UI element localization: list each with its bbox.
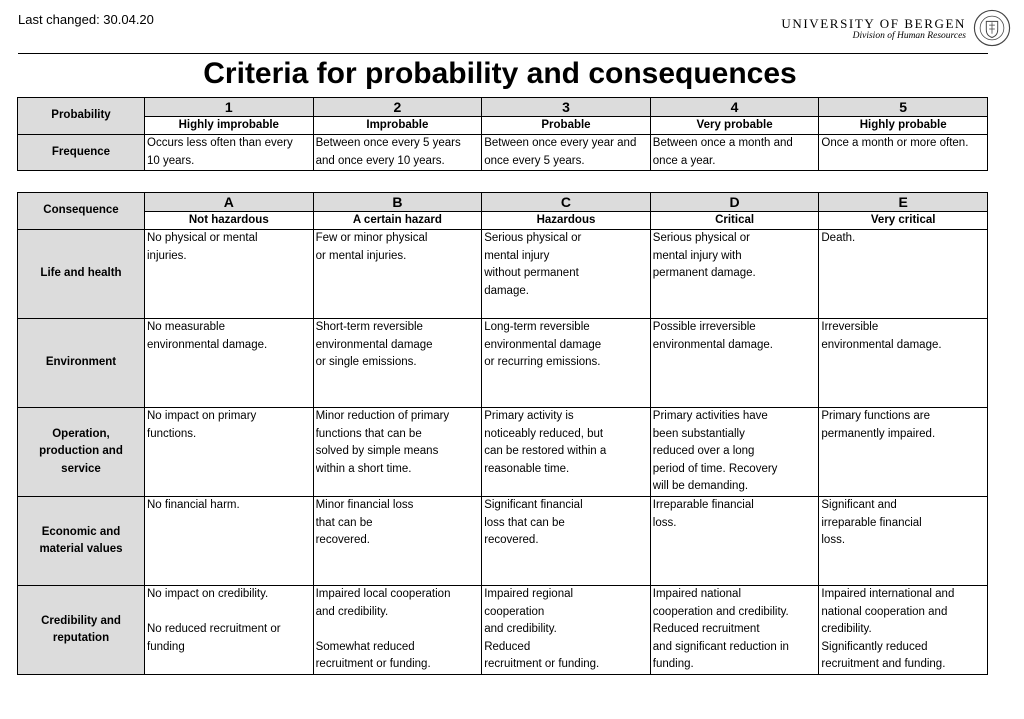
consequence-row-label [18,497,145,586]
probability-label: Probability [18,98,145,135]
cell-text-line: been substantially [652,427,745,440]
probability-num: 4 [650,98,819,117]
row-label-line: production and [39,445,123,458]
probability-level-name: Probable [482,117,651,135]
consequence-cell [482,497,651,586]
cell-text-line: Primary activity is [484,410,574,422]
probability-level-name: Highly probable [819,117,988,135]
cell-text-line: Minor financial loss [315,499,414,511]
cell-text-line: loss that can be [484,516,565,529]
cell-text-line: Reduced recruitment [652,623,760,635]
row-label-line: Economic and [41,525,121,538]
consequence-cell [650,230,819,319]
cell-text-line: or recurring emissions. [484,356,601,368]
consequence-cell [650,408,819,497]
cell-text-line: environmental damage. [652,338,773,351]
cell-text-line: damage. [484,284,529,297]
cell-text-line: noticeably reduced, but [484,427,604,440]
row-label-line: service [61,462,101,475]
cell-text-line: No impact on credibility. [147,588,269,600]
probability-table [17,97,988,171]
consequence-letter: A [145,193,314,212]
consequence-level-name: Not hazardous [145,212,314,230]
cell-text-line: Impaired regional [484,588,574,600]
cell-text-line: Long-term reversible [484,321,590,333]
header-divider [18,53,988,54]
cell-text-line: can be restored within a [484,445,607,457]
frequence-cell: Between once every year and once every 5 years. [482,135,651,171]
cell-text-line: Impaired local cooperation [315,588,451,600]
consequence-cell [819,497,988,586]
consequence-cell [313,586,482,675]
cell-text-line: recruitment or funding. [315,658,431,670]
probability-num: 3 [482,98,651,117]
cell-text-line: No impact on primary [147,410,257,422]
consequence-cell [482,319,651,408]
cell-text-line: Possible irreversible [652,321,756,333]
cell-text-line: Reduced [484,640,531,653]
university-name: UNIVERSITY OF BERGEN [781,16,966,31]
consequence-level-name: Hazardous [482,212,651,230]
frequence-cell: Once a month or more often. [819,135,988,171]
consequence-level-name: Very critical [819,212,988,230]
cell-text-line: permanently impaired. [821,427,936,440]
cell-text-line [316,621,480,639]
cell-text-line: period of time. Recovery [652,462,778,475]
consequence-letter: B [313,193,482,212]
cell-text-line: No reduced recruitment or [147,623,281,635]
cell-text-line: or single emissions. [315,356,417,368]
consequence-cell [482,230,651,319]
frequence-cell: Occurs less often than every 10 years. [145,135,314,171]
consequence-rows [18,230,988,675]
cell-text-line: Impaired national [652,588,742,600]
consequence-row [18,408,988,497]
probability-level-name: Improbable [313,117,482,135]
probability-level-name: Very probable [650,117,819,135]
cell-text-line: reduced over a long [652,445,755,457]
cell-text-line: mental injury [484,249,550,262]
cell-text-line: injuries. [147,249,187,262]
cell-text-line: will be demanding. [652,480,749,492]
consequence-row-label [18,319,145,408]
cell-text-line: cooperation and credibility. [652,605,789,618]
cell-text-line: permanent damage. [652,267,756,279]
university-header [781,16,966,41]
cell-text-line: Few or minor physical [315,232,428,244]
cell-text-line: No physical or mental [147,232,258,244]
row-label-line: reputation [52,632,110,644]
consequence-row [18,230,988,319]
probability-name-row [18,117,988,135]
cell-text-line: Primary activities have [652,410,768,422]
cell-text-line: loss. [652,516,677,529]
university-seal-icon [973,9,1011,47]
consequence-table [17,192,988,675]
consequence-cell [145,497,314,586]
probability-number-row [18,98,988,117]
cell-text-line: Minor reduction of primary [315,410,450,422]
consequence-cell [145,230,314,319]
cell-text-line: credibility. [821,623,872,635]
probability-num: 2 [313,98,482,117]
consequence-cell [313,497,482,586]
consequence-level-name: Critical [650,212,819,230]
consequence-letter: C [482,193,651,212]
page-title: Criteria for probability and consequences [203,57,797,90]
consequence-cell [145,586,314,675]
frequence-label: Frequence [18,135,145,171]
cell-text-line: irreparable financial [821,516,922,529]
cell-text-line: Impaired international and [821,588,955,600]
consequence-level-name: A certain hazard [313,212,482,230]
cell-text-line: environmental damage [315,338,433,351]
consequence-cell [819,408,988,497]
consequence-cell [819,230,988,319]
cell-text-line: environmental damage. [821,338,942,351]
cell-text-line: No measurable [147,321,225,333]
cell-text-line: recruitment and funding. [821,658,946,670]
consequence-row-label [18,586,145,675]
cell-text-line: Irreversible [821,321,879,333]
cell-text-line: Significantly reduced [821,640,928,653]
division-name: Division of Human Resources [852,31,966,41]
cell-text-line: or mental injuries. [315,249,407,262]
consequence-cell [819,586,988,675]
consequence-cell [313,319,482,408]
row-label-line: Environment [45,356,117,369]
cell-text-line: solved by simple means [315,445,439,457]
cell-text-line: mental injury with [652,249,742,262]
cell-text-line: Death. [821,232,856,244]
cell-text-line: and significant reduction in [652,640,789,653]
consequence-row [18,319,988,408]
cell-text-line: cooperation [484,605,545,618]
frequence-cell: Between once every 5 years and once every 10 years. [313,135,482,171]
cell-text-line: environmental damage. [147,338,268,351]
consequence-cell [482,408,651,497]
frequence-row [18,135,988,171]
cell-text-line: Somewhat reduced [315,640,415,653]
row-label-line: Operation, [52,427,110,440]
consequence-cell [482,586,651,675]
cell-text-line: Primary functions are [821,410,931,422]
last-changed-date: Last changed: 30.04.20 [18,12,154,27]
consequence-cell [650,586,819,675]
probability-num: 5 [819,98,988,117]
cell-text-line: reasonable time. [484,462,570,475]
row-label-line: Credibility and [41,614,121,627]
consequence-cell [650,497,819,586]
cell-text-line: funding. [652,658,694,670]
consequence-row [18,586,988,675]
consequence-row-label [18,408,145,497]
cell-text-line: environmental damage [484,338,602,351]
cell-text-line: functions. [147,427,197,440]
consequence-cell [145,408,314,497]
cell-text-line: within a short time. [315,462,412,475]
row-label-line: material values [39,543,123,555]
probability-num: 1 [145,98,314,117]
consequence-cell [650,319,819,408]
consequence-row-label [18,230,145,319]
consequence-cell [819,319,988,408]
cell-text-line: that can be [315,516,373,529]
cell-text-line: Significant and [821,499,897,511]
cell-text-line: and credibility. [315,605,389,618]
row-label-line: Life and health [40,267,122,280]
frequence-cell: Between once a month and once a year. [650,135,819,171]
consequence-letter: D [650,193,819,212]
cell-text-line: Serious physical or [484,232,582,244]
cell-text-line: loss. [821,534,846,546]
cell-text-line: Short-term reversible [315,321,423,333]
cell-text-line: recruitment or funding. [484,658,600,670]
probability-level-name: Highly improbable [145,117,314,135]
consequence-cell [145,319,314,408]
cell-text-line: and credibility. [484,623,557,635]
consequence-cell [313,230,482,319]
cell-text-line: recovered. [315,534,370,546]
cell-text-line: recovered. [484,534,539,546]
consequence-letter-row [18,193,988,212]
cell-text-line: functions that can be [315,427,422,440]
consequence-row [18,497,988,586]
consequence-name-row [18,212,988,230]
cell-text-line: No financial harm. [147,499,240,511]
cell-text-line: national cooperation and [821,605,948,618]
consequence-label: Consequence [18,193,145,230]
consequence-letter: E [819,193,988,212]
consequence-cell [313,408,482,497]
cell-text-line: Serious physical or [652,232,750,244]
cell-text-line: Irreparable financial [652,499,754,511]
cell-text-line: without permanent [484,267,579,279]
cell-text-line: Significant financial [484,499,583,511]
cell-text-line: funding [147,640,185,653]
cell-text-line [147,604,311,622]
